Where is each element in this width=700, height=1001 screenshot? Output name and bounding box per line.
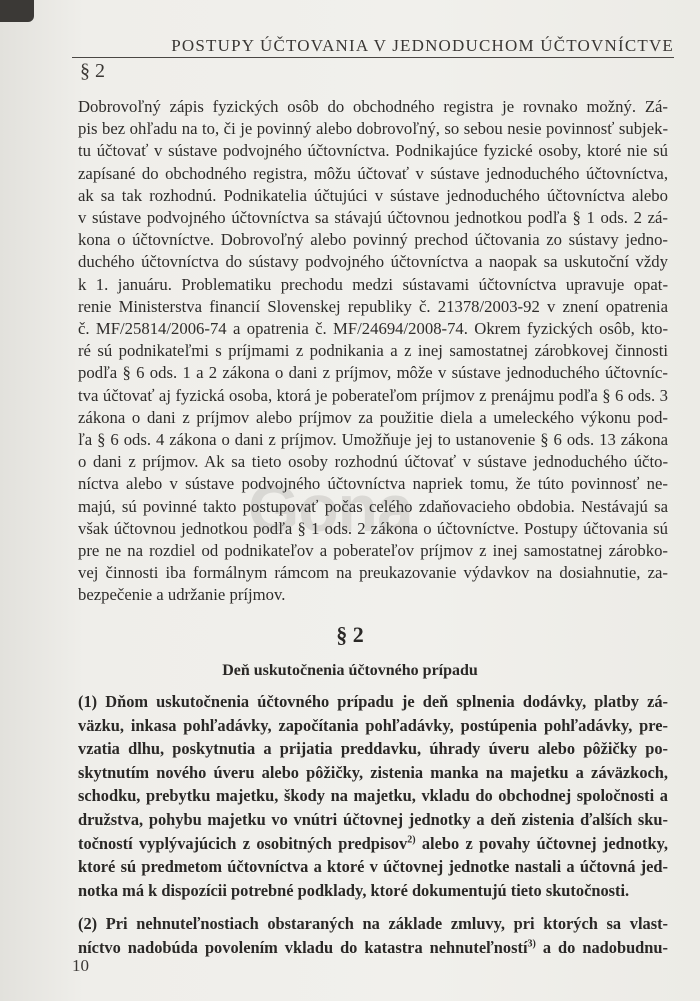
text-line: majú, sú povinné takto postupovať počas celého zdaňovacieho obdobia. Nestávajú sa: [78, 496, 668, 516]
text-line: pis bez ohľadu na to, či je povinný alebo dobrovoľný, so sebou nesie povinnosť subjek-: [78, 119, 668, 139]
footnote-ref: 2): [407, 834, 416, 846]
text-line: Dobrovoľný zápis fyzických osôb do obchodného registra je rovnako možný. Zá-: [78, 97, 668, 116]
text-segment: točností vyplývajúcich z osobitných predpisov: [78, 833, 408, 853]
text-line: kona o účtovníctve. Dobrovoľný alebo povinný prechod účtovania zo sústavy jedno-: [78, 230, 668, 250]
text-line: schodku, prebytku majetku, škody na majetku, vkladu do obchodnej spoločnosti a: [78, 786, 668, 806]
paragraph-gap: [78, 902, 668, 912]
text-line: zapísané do obchodného registra, môžu účtovať v sústave jednoduchého účtovníctva,: [78, 163, 668, 183]
text-line: [78, 832, 668, 856]
body-paragraph: [78, 96, 668, 607]
watermark: Gona: [248, 471, 413, 545]
text-line: [78, 936, 668, 960]
text-line: bezpečenie a udržanie príjmov.: [78, 585, 286, 605]
text-segment: níctvo nadobúda povolením vkladu do katastra nehnuteľností: [78, 937, 528, 957]
text-line: tva účtovať aj fyzická osoba, ktorá je poberateľom príjmov z prenájmu podľa § 6 ods. 3: [78, 385, 668, 405]
text-line: podľa § 6 ods. 1 a 2 zákona o dani z príjmov, môže v sústave jednoduchého účtovníc-: [78, 363, 668, 383]
text-line: však účtovnou jednotkou podľa § 1 ods. 2 zákona o účtovníctve. Postupy účtovania sú: [78, 518, 668, 538]
text-line: v sústave podvojného účtovníctva sa stávajú účtovnou jednotkou podľa § 1 ods. 2 zá-: [78, 208, 668, 228]
page-edge-shadow: [0, 0, 34, 22]
section-heading: § 2: [336, 622, 364, 647]
text-line: k 1. januáru. Problematiku prechodu medzi sústavami účtovníctva upravuje opat-: [78, 274, 668, 294]
text-line: ré sú podnikateľmi s príjmami z podnikania a z inej samostatnej zárobkovej činnosti: [78, 341, 668, 361]
footnote-ref: 3): [527, 938, 536, 950]
text-line: skytnutím nového úveru alebo pôžičky, zistenia manka na majetku a záväzkoch,: [78, 762, 668, 782]
text-line: níctva alebo v sústave podvojného účtovníctva napriek tomu, že túto povinnosť ne-: [78, 474, 668, 494]
running-header: [72, 36, 674, 82]
text-line: o dani z príjmov. Ak sa tieto osoby rozhodnú účtovať v sústave jednoduchého účto-: [78, 452, 668, 472]
text-line: družstva, pohybu majetku vo vnútri účtovnej jednotky a deň zistenia ďalších sku-: [78, 809, 668, 829]
text-line: tu účtovať v sústave podvojného účtovníctva. Podnikajúce fyzické osoby, ktoré nie sú: [78, 141, 668, 161]
header-section-mark: § 2: [80, 60, 105, 82]
text-segment: a do nadobudnu-: [535, 937, 668, 957]
text-line: notka má k dispozícii potrebné podklady, ktoré dokumentujú tieto skutočnosti.: [78, 880, 630, 900]
text-line: zákona o dani z príjmov alebo príjmov za použitie diela a umeleckého výkonu pod-: [78, 407, 668, 427]
text-line: ktoré sú predmetom účtovníctva a ktoré v účtovnej jednotke nastali a účtovná jed-: [78, 857, 668, 877]
text-line: väzku, inkasa pohľadávky, započítania pohľadávky, postúpenia pohľadávky, pre-: [78, 715, 668, 735]
text-line: (1) Dňom uskutočnenia účtovného prípadu je deň splnenia dodávky, platby zá-: [78, 692, 668, 711]
section-body: [78, 690, 668, 960]
text-segment: alebo z povahy účtovnej jednotky,: [415, 833, 668, 853]
text-line: duchého účtovníctva do sústavy podvojného účtovníctva a naopak sa uskutoční vždy: [78, 252, 668, 272]
page-number: 10: [72, 956, 89, 975]
running-title: POSTUPY ÚČTOVANIA V JEDNODUCHOM ÚČTOVNÍCTVE: [171, 36, 674, 55]
text-line: pre ne na rozdiel od podnikateľov a poberateľov príjmov z inej samostatnej zárobko-: [78, 541, 668, 561]
text-line: vzatia dlhu, poskytnutia a prijatia preddavku, úhrady úveru alebo pôžičky po-: [78, 739, 668, 759]
text-line: č. MF/25814/2006-74 a opatrenia č. MF/24694/2008-74. Okrem fyzických osôb, kto-: [78, 319, 668, 339]
text-line: (2) Pri nehnuteľnostiach obstaraných na základe zmluvy, pri ktorých sa vlast-: [78, 914, 668, 934]
text-line: renie Ministerstva financií Slovenskej republiky č. 21378/2003-92 v znení opatrenia: [78, 296, 668, 316]
section-subtitle: Deň uskutočnenia účtovného prípadu: [222, 662, 478, 679]
text-line: ľa § 6 ods. 4 zákona o dani z príjmov. Umožňuje jej to ustanovenie § 6 ods. 13 zákona: [78, 430, 668, 450]
header-rule: [72, 57, 674, 58]
text-line: vej činnosti iba formálnym rámcom na preukazovanie výdavkov na dosiahnutie, za-: [78, 563, 668, 583]
text-line: ak sa tak rozhodnú. Podnikatelia účtujúci v sústave jednoduchého účtovníctva alebo: [78, 185, 668, 205]
